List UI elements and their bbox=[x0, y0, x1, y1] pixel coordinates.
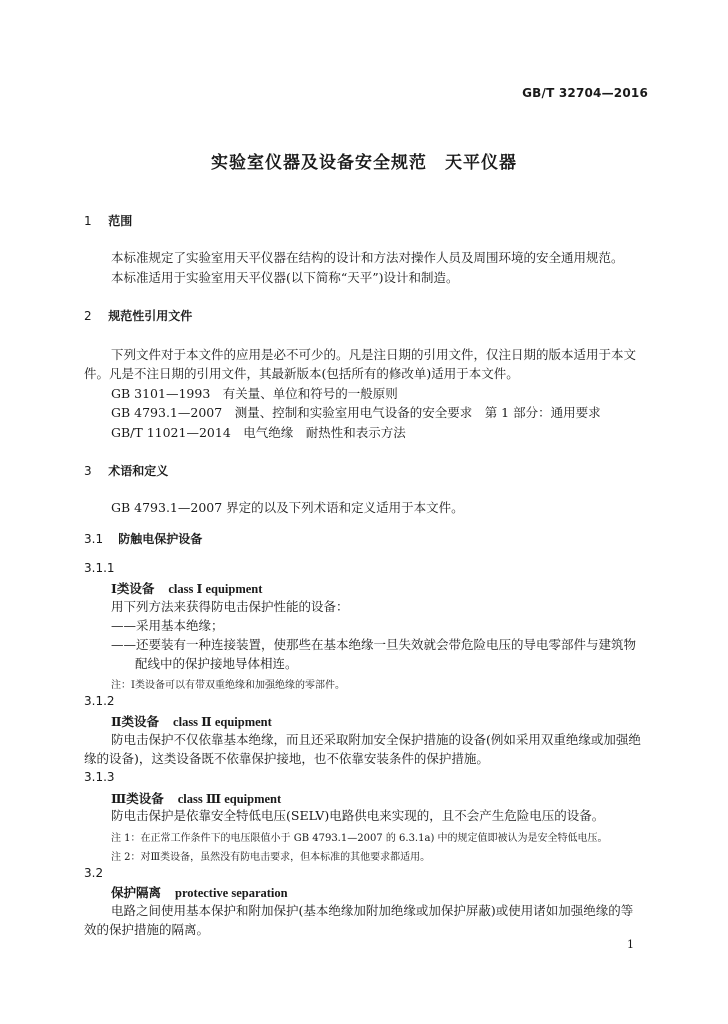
list-item-continued: 配线中的保护接地导体相连。 bbox=[135, 656, 298, 671]
paragraph: 下列文件对于本文件的应用是必不可少的。凡是注日期的引用文件，仅注日期的版本适用于本文 bbox=[111, 347, 637, 362]
reference-item: GB/T 11021—2014 电气绝缘 耐热性和表示方法 bbox=[111, 425, 406, 440]
term-chinese: Ⅰ类设备 bbox=[111, 581, 155, 596]
clause-number: 3.1.2 bbox=[84, 694, 115, 708]
paragraph: 本标准适用于实验室用天平仪器(以下简称“天平”)设计和制造。 bbox=[111, 270, 459, 285]
section-number: 3 bbox=[84, 464, 92, 478]
clause-number: 3.1.3 bbox=[84, 770, 115, 784]
term-heading bbox=[111, 712, 272, 730]
section-title: 防触电保护设备 bbox=[118, 532, 203, 546]
paragraph: 缘的设备)，这类设备既不依靠保护接地，也不依靠安装条件的保护措施。 bbox=[84, 751, 489, 766]
term-english: class Ⅲ equipment bbox=[177, 792, 282, 806]
term-english: class Ⅱ equipment bbox=[173, 715, 272, 729]
section-number: 1 bbox=[84, 214, 92, 228]
term-heading bbox=[111, 579, 262, 597]
paragraph: GB 4793.1—2007 界定的以及下列术语和定义适用于本文件。 bbox=[111, 500, 464, 515]
paragraph: 防电击保护是依靠安全特低电压(SELV)电路供电来实现的，且不会产生危险电压的设备。 bbox=[111, 808, 605, 823]
paragraph: 用下列方法来获得防电击保护性能的设备： bbox=[111, 599, 349, 614]
section-title: 规范性引用文件 bbox=[108, 309, 193, 323]
page-number: 1 bbox=[627, 938, 634, 951]
section-3-heading bbox=[84, 462, 168, 479]
note: 注 2：对Ⅲ类设备，虽然没有防电击要求，但本标准的其他要求都适用。 bbox=[111, 852, 431, 863]
document-title: 实验室仪器及设备安全规范 天平仪器 bbox=[211, 153, 517, 173]
section-number: 2 bbox=[84, 309, 92, 323]
term-english: protective separation bbox=[175, 886, 288, 900]
paragraph: 效的保护措施的隔离。 bbox=[84, 922, 210, 937]
term-english: class Ⅰ equipment bbox=[168, 582, 263, 596]
paragraph: 电路之间使用基本保护和附加保护(基本绝缘加附加绝缘或加保护屏蔽)或使用诸如加强绝缘的等 bbox=[111, 903, 634, 918]
clause-number: 3.1.1 bbox=[84, 561, 115, 575]
list-item: ——采用基本绝缘； bbox=[111, 618, 224, 633]
reference-item: GB 3101—1993 有关量、单位和符号的一般原则 bbox=[111, 386, 398, 401]
term-heading bbox=[111, 883, 288, 901]
section-title: 范围 bbox=[108, 214, 133, 228]
paragraph: 防电击保护不仅依靠基本绝缘，而且还采取附加安全保护措施的设备(例如采用双重绝缘或加强绝 bbox=[111, 732, 641, 747]
note: 注 1：在正常工作条件下的电压限值小于 GB 4793.1—2007 的 6.3.1a) 中的规定值即被认为是安全特低电压。 bbox=[111, 833, 608, 844]
clause-number: 3.2 bbox=[84, 866, 104, 880]
term-chinese: Ⅲ类设备 bbox=[111, 791, 164, 806]
section-number: 3.1 bbox=[84, 532, 104, 546]
paragraph: 件。凡是不注日期的引用文件，其最新版本(包括所有的修改单)适用于本文件。 bbox=[84, 366, 519, 381]
note: 注：Ⅰ类设备可以有带双重绝缘和加强绝缘的零部件。 bbox=[111, 680, 345, 691]
term-chinese: 保护隔离 bbox=[111, 885, 162, 900]
term-heading bbox=[111, 789, 281, 807]
standard-code: GB/T 32704—2016 bbox=[522, 86, 648, 100]
term-chinese: Ⅱ类设备 bbox=[111, 714, 160, 729]
reference-item: GB 4793.1—2007 测量、控制和实验室用电气设备的安全要求 第 1 部分：通用要求 bbox=[111, 405, 601, 420]
section-2-heading bbox=[84, 307, 192, 324]
section-3-1-heading bbox=[84, 530, 202, 547]
paragraph: 本标准规定了实验室用天平仪器在结构的设计和方法对操作人员及周围环境的安全通用规范。 bbox=[111, 250, 624, 265]
section-title: 术语和定义 bbox=[108, 464, 169, 478]
list-item: ——还要装有一种连接装置，使那些在基本绝缘一旦失效就会带危险电压的导电零部件与建筑物 bbox=[111, 637, 637, 652]
section-1-heading bbox=[84, 212, 132, 229]
